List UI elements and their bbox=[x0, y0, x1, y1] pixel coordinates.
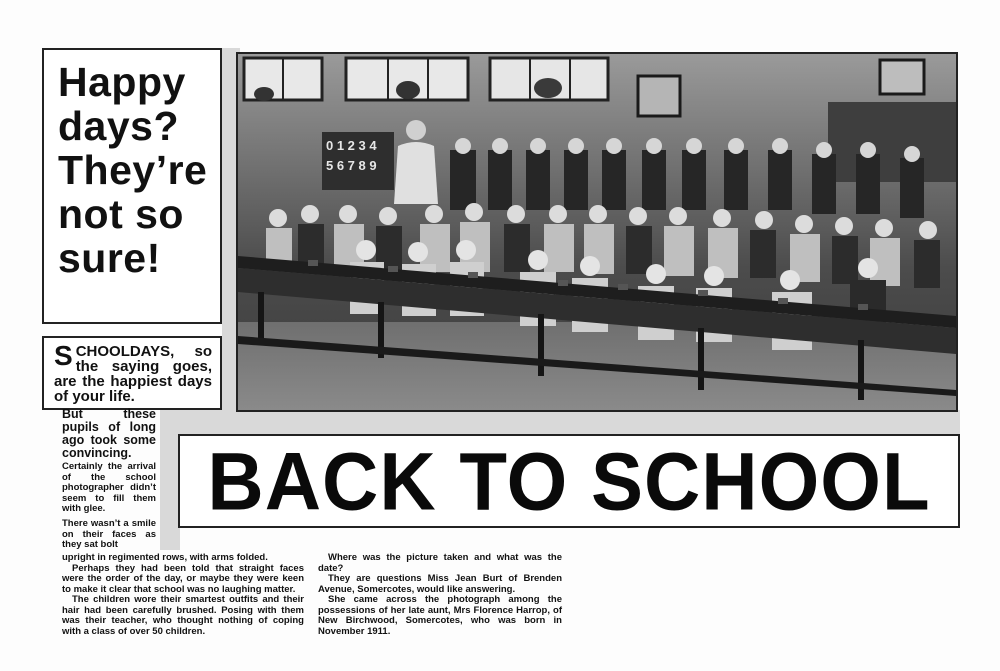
paragraph-smile: There wasn’t a smile on their faces as they sat bolt bbox=[62, 518, 156, 550]
paragraph-pupils: But these pupils of long ago took some convincing. bbox=[62, 407, 156, 460]
headline-line-1: Happy bbox=[58, 59, 186, 105]
intro-paragraph bbox=[54, 340, 212, 405]
intro-box bbox=[42, 336, 222, 410]
back-to-school-banner bbox=[178, 434, 960, 528]
class-photograph bbox=[236, 52, 958, 412]
svg-text:5 6 7 8 9: 5 6 7 8 9 bbox=[326, 158, 377, 173]
banner-title: BACK TO SCHOOL bbox=[207, 434, 931, 527]
grey-band-left bbox=[160, 410, 180, 550]
headline-box bbox=[42, 48, 222, 324]
grey-band-middle bbox=[160, 410, 960, 436]
headline-line-5: sure! bbox=[58, 235, 161, 281]
headline-line-2: days? bbox=[58, 103, 179, 149]
column1-para-3: The children wore their smartest outfits and their hair had been carefully brushed. Posing with them was their teacher, who thought nothing of coping with a class of over 50 children. bbox=[62, 594, 304, 637]
column2-para-2: They are questions Miss Jean Burt of Brenden Avenue, Somercotes, would like answering. bbox=[318, 573, 562, 595]
article-column-1 bbox=[62, 553, 304, 637]
article-column-2 bbox=[318, 553, 562, 637]
column2-para-1: Where was the picture taken and what was the date? bbox=[318, 552, 562, 574]
intro-text: CHOOLDAYS, so the saying goes, are the happiest days of your life. bbox=[54, 343, 212, 405]
headline-line-3: They’re bbox=[58, 147, 208, 193]
column2-para-3: She came across the photograph among the possessions of her late aunt, Mrs Florence Harrop, of New Birchwood, Somercotes, who was born in November 1911. bbox=[318, 594, 562, 637]
column1-para-1: upright in regimented rows, with arms folded. bbox=[62, 552, 268, 563]
classroom-photo-illustration bbox=[238, 54, 956, 410]
paragraph-photographer: Certainly the arrival of the school photographer didn’t seem to fill them with glee. bbox=[62, 461, 156, 514]
drop-cap: S bbox=[54, 340, 73, 371]
column1-para-2: Perhaps they had been told that straight faces were the order of the day, or maybe they were keen to make it clear that school was no laughing matter. bbox=[62, 562, 304, 595]
headline-line-4: not so bbox=[58, 191, 184, 237]
number-board-text: 0 1 2 3 4 bbox=[326, 138, 377, 153]
